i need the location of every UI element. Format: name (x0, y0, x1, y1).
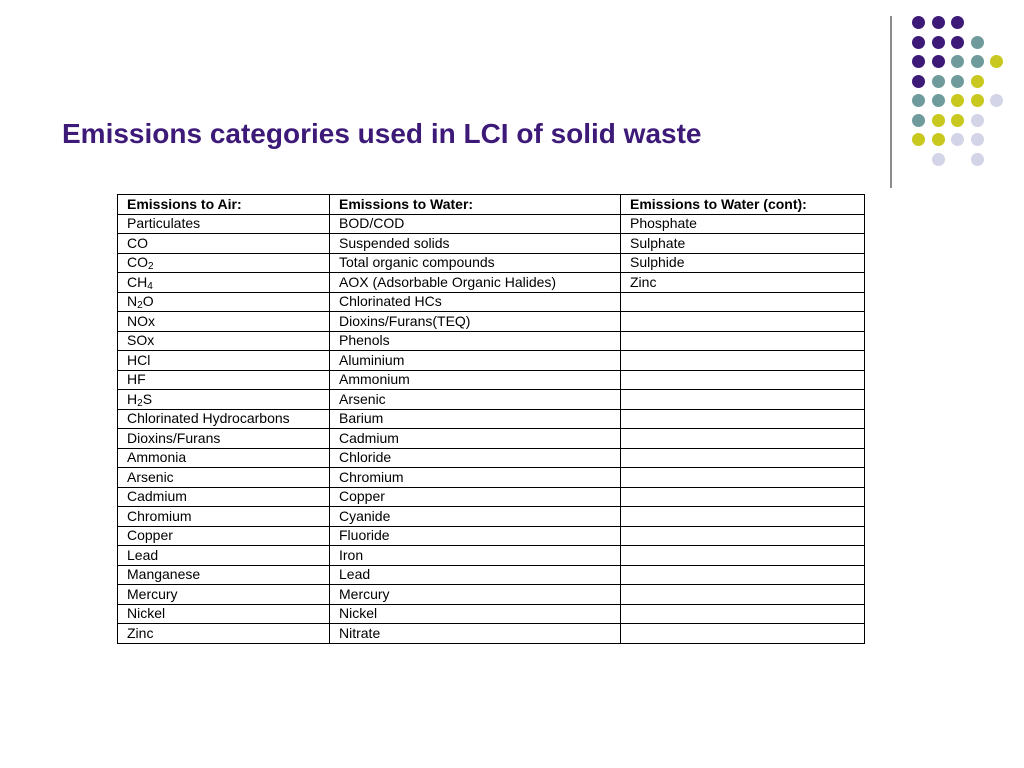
decorative-dot (971, 75, 984, 88)
table-cell: Cyanide (330, 507, 621, 527)
table-cell: Nickel (118, 604, 330, 624)
decorative-dot (932, 16, 945, 29)
table-cell: Chromium (118, 507, 330, 527)
emissions-table (117, 194, 865, 644)
table-cell (118, 292, 330, 312)
table-row (118, 507, 865, 527)
decorative-dot (912, 55, 925, 68)
cell-text: O (142, 293, 154, 310)
slide-title: Emissions categories used in LCI of solid waste (62, 118, 702, 149)
header-emissions-to-water-cont: Emissions to Water (cont): (621, 195, 865, 215)
table-row (118, 370, 865, 390)
table-cell: Chloride (330, 448, 621, 468)
table-row (118, 429, 865, 449)
table-cell: Cadmium (118, 487, 330, 507)
table-cell: Sulphide (621, 253, 865, 273)
table-row (118, 487, 865, 507)
table-cell: Zinc (621, 273, 865, 293)
decorative-dot (912, 75, 925, 88)
cell-text: N (127, 293, 138, 310)
table-cell: Sulphate (621, 234, 865, 254)
table-cell: Copper (118, 526, 330, 546)
table-row (118, 234, 865, 254)
table-cell (621, 312, 865, 332)
decorative-dot (990, 94, 1003, 107)
table-row (118, 292, 865, 312)
table-cell (118, 390, 330, 410)
header-emissions-to-air: Emissions to Air: (118, 195, 330, 215)
table-cell: Iron (330, 546, 621, 566)
table-row (118, 312, 865, 332)
table-row (118, 448, 865, 468)
table-cell: Zinc (118, 624, 330, 644)
table-cell: Barium (330, 409, 621, 429)
vertical-divider (890, 16, 892, 188)
decorative-dot (932, 94, 945, 107)
decorative-dot (932, 55, 945, 68)
decorative-dot (951, 94, 964, 107)
table-cell: NOx (118, 312, 330, 332)
table-cell (621, 585, 865, 605)
table-row (118, 273, 865, 293)
table-row (118, 468, 865, 488)
table-cell (118, 253, 330, 273)
table-row (118, 214, 865, 234)
decorative-dot (971, 55, 984, 68)
subscript: 4 (147, 280, 153, 292)
table-row (118, 604, 865, 624)
table-cell (621, 507, 865, 527)
table-cell (621, 546, 865, 566)
table-cell (621, 526, 865, 546)
cell-text: S (142, 390, 153, 407)
table-cell (621, 624, 865, 644)
table-row (118, 565, 865, 585)
table-cell: HCl (118, 351, 330, 371)
table-cell: Suspended solids (330, 234, 621, 254)
table-cell: Chlorinated Hydrocarbons (118, 409, 330, 429)
header-emissions-to-water: Emissions to Water: (330, 195, 621, 215)
decorative-dot (932, 75, 945, 88)
subscript: 2 (137, 300, 143, 312)
table-cell: AOX (Adsorbable Organic Halides) (330, 273, 621, 293)
table-row (118, 390, 865, 410)
decorative-dot (951, 133, 964, 146)
table-cell: Aluminium (330, 351, 621, 371)
table-cell (621, 487, 865, 507)
subscript: 2 (148, 261, 154, 273)
table-cell: Dioxins/Furans (118, 429, 330, 449)
table-cell: Manganese (118, 565, 330, 585)
table-header-row (118, 195, 865, 215)
table-body (118, 214, 865, 643)
decorative-dot (912, 133, 925, 146)
table-cell (621, 429, 865, 449)
table-row (118, 351, 865, 371)
table-row (118, 409, 865, 429)
table-row (118, 546, 865, 566)
table-cell: Mercury (330, 585, 621, 605)
table-cell: Phenols (330, 331, 621, 351)
table-cell: BOD/COD (330, 214, 621, 234)
decorative-dot (912, 94, 925, 107)
table-row (118, 585, 865, 605)
table-cell: Copper (330, 487, 621, 507)
decorative-dot-pattern (0, 0, 1024, 200)
decorative-dot (971, 153, 984, 166)
decorative-dot (912, 114, 925, 127)
table-cell: Ammonia (118, 448, 330, 468)
table-cell (621, 292, 865, 312)
table-cell (118, 273, 330, 293)
table-row (118, 526, 865, 546)
table-cell: Chromium (330, 468, 621, 488)
table-cell: CO (118, 234, 330, 254)
table-cell (621, 604, 865, 624)
table-cell (621, 448, 865, 468)
cell-text: CO (127, 254, 148, 271)
decorative-dot (971, 114, 984, 127)
cell-text: CH (127, 273, 148, 290)
decorative-dot (932, 114, 945, 127)
table-cell: Dioxins/Furans(TEQ) (330, 312, 621, 332)
table-row (118, 624, 865, 644)
table-cell: Ammonium (330, 370, 621, 390)
table-cell (621, 409, 865, 429)
table-cell (621, 390, 865, 410)
table-cell: Arsenic (118, 468, 330, 488)
decorative-dot (932, 153, 945, 166)
table-cell: Lead (330, 565, 621, 585)
table-cell: Fluoride (330, 526, 621, 546)
table-cell (621, 370, 865, 390)
table-cell: HF (118, 370, 330, 390)
cell-text: H (127, 390, 138, 407)
table-cell: Particulates (118, 214, 330, 234)
decorative-dot (951, 16, 964, 29)
decorative-dot (951, 75, 964, 88)
table-cell: Lead (118, 546, 330, 566)
decorative-dot (912, 36, 925, 49)
table-cell: Mercury (118, 585, 330, 605)
table-cell: Cadmium (330, 429, 621, 449)
table-cell: Nickel (330, 604, 621, 624)
table-row (118, 253, 865, 273)
decorative-dot (971, 36, 984, 49)
decorative-dot (951, 114, 964, 127)
decorative-dot (971, 133, 984, 146)
table-cell (621, 351, 865, 371)
decorative-dot (912, 16, 925, 29)
decorative-dot (971, 94, 984, 107)
table-cell (621, 468, 865, 488)
table-cell: Phosphate (621, 214, 865, 234)
decorative-dot (932, 133, 945, 146)
table-cell: Chlorinated HCs (330, 292, 621, 312)
table-cell: Nitrate (330, 624, 621, 644)
table-cell: Arsenic (330, 390, 621, 410)
table-cell (621, 565, 865, 585)
table-cell (621, 331, 865, 351)
decorative-dot (951, 36, 964, 49)
decorative-dot (932, 36, 945, 49)
table-cell: Total organic compounds (330, 253, 621, 273)
table-cell: SOx (118, 331, 330, 351)
table-row (118, 331, 865, 351)
subscript: 2 (137, 397, 143, 409)
decorative-dot (951, 55, 964, 68)
decorative-dot (990, 55, 1003, 68)
